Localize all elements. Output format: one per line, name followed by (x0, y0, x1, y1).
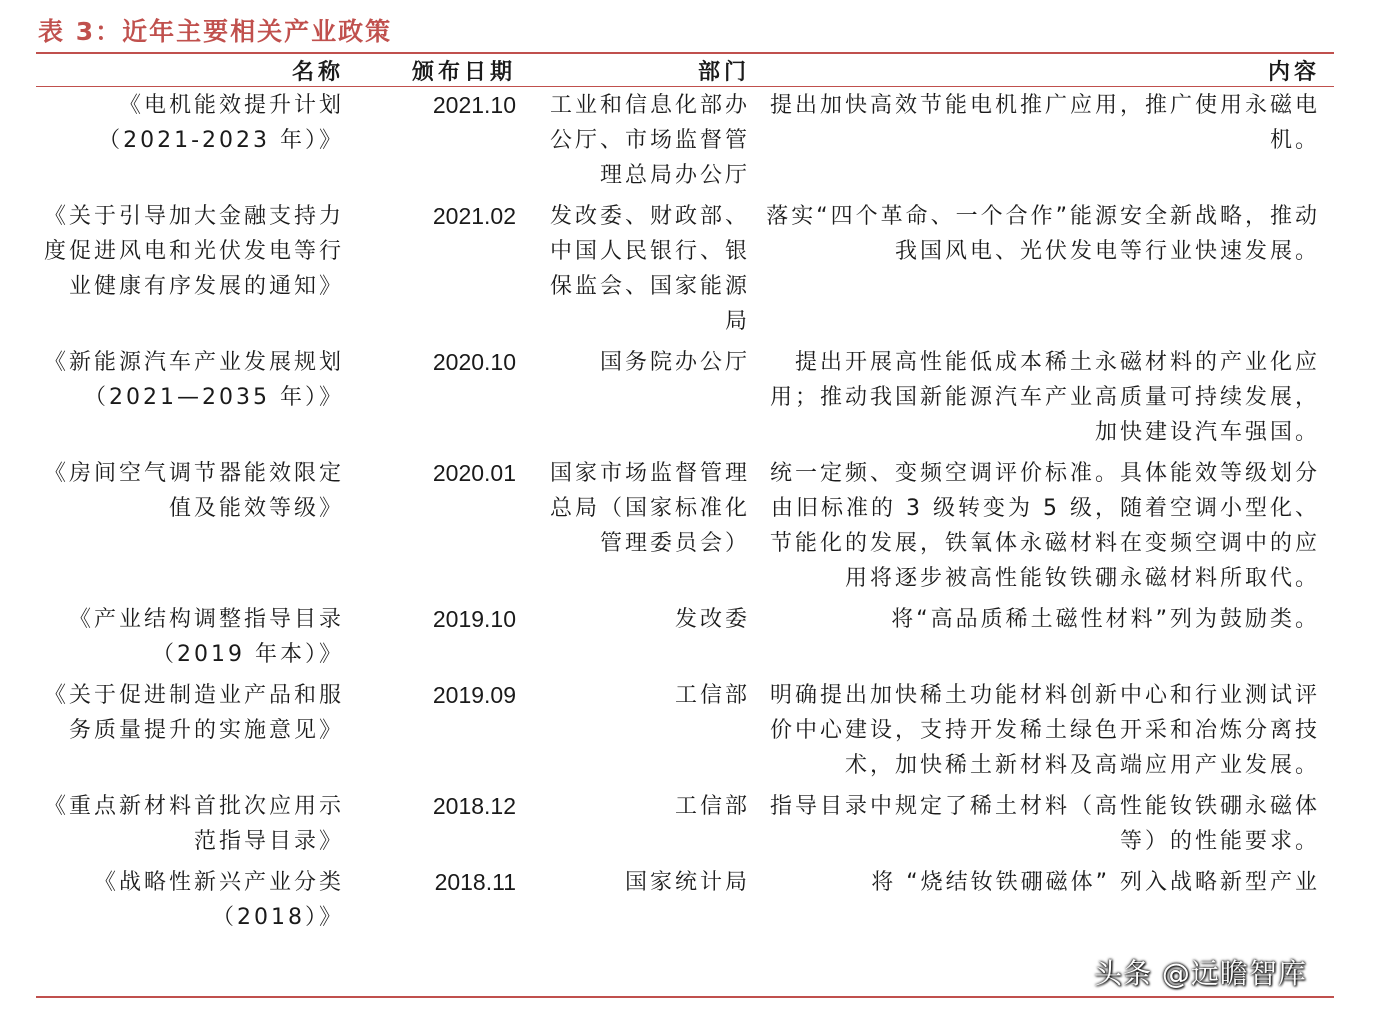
table-row (36, 787, 1334, 863)
header-content: 内容 (1267, 59, 1320, 85)
table-row (36, 343, 1334, 454)
policy-name: 《战略性新兴产业分类（2018）》 (93, 870, 344, 930)
policy-name: 《重点新材料首批次应用示范指导目录》 (43, 794, 344, 854)
policy-name: 《关于促进制造业产品和服务质量提升的实施意见》 (43, 683, 344, 743)
policy-department: 国家市场监督管理总局（国家标准化管理委员会） (549, 461, 750, 556)
table-row (36, 86, 1334, 197)
policy-date: 2019.09 (432, 682, 516, 708)
policy-department: 发改委、财政部、中国人民银行、银保监会、国家能源局 (549, 204, 750, 334)
policy-content: 落实“四个革命、一个合作”能源安全新战略，推动我国风电、光伏发电等行业快速发展。 (766, 204, 1320, 264)
table-row (36, 197, 1334, 343)
header-name: 名称 (291, 59, 344, 85)
policy-department: 工信部 (674, 683, 750, 708)
policy-name: 《电机能效提升计划（2021-2023 年）》 (98, 93, 344, 153)
policy-table (36, 54, 1334, 939)
policy-content: 将 “烧结钕铁硼磁体” 列入战略新型产业 (871, 870, 1320, 895)
policy-content: 指导目录中规定了稀土材料（高性能钕铁硼永磁体等）的性能要求。 (769, 794, 1320, 854)
policy-date: 2018.12 (432, 793, 516, 819)
policy-content: 统一定频、变频空调评价标准。具体能效等级划分由旧标准的 3 级转变为 5 级，随着空调小型化、节能化的发展，铁氧体永磁材料在变频空调中的应用将逐步被高性能钕铁硼永磁材料所取代。 (769, 461, 1320, 591)
policy-date: 2021.02 (432, 203, 516, 229)
table-header-row (36, 54, 1334, 86)
policy-department: 工信部 (674, 794, 750, 819)
policy-name: 《房间空气调节器能效限定值及能效等级》 (43, 461, 344, 521)
table-title: 表 3：近年主要相关产业政策 (38, 17, 393, 46)
policy-name: 《产业结构调整指导目录（2019 年本）》 (68, 607, 344, 667)
policy-name: 《关于引导加大金融支持力度促进风电和光伏发电等行业健康有序发展的通知》 (43, 204, 344, 299)
policy-department: 发改委 (674, 607, 750, 632)
table-row (36, 454, 1334, 600)
policy-department: 国务院办公厅 (599, 350, 750, 375)
policy-date: 2019.10 (432, 606, 516, 632)
policy-content: 将“高品质稀土磁性材料”列为鼓励类。 (891, 607, 1320, 632)
policy-name: 《新能源汽车产业发展规划（2021—2035 年）》 (43, 350, 344, 410)
table-row (36, 676, 1334, 787)
policy-date: 2020.01 (432, 460, 516, 486)
policy-department: 工业和信息化部办公厅、市场监督管理总局办公厅 (549, 93, 750, 188)
watermark-text: 头条 @远瞻智库 (1094, 957, 1307, 990)
table-row (36, 600, 1334, 676)
header-department: 部门 (697, 59, 750, 85)
policy-content: 明确提出加快稀土功能材料创新中心和行业测试评价中心建设，支持开发稀土绿色开采和冶炼分离技术，加快稀土新材料及高端应用产业发展。 (769, 683, 1320, 778)
policy-date: 2021.10 (432, 92, 516, 118)
policy-content: 提出加快高效节能电机推广应用，推广使用永磁电机。 (769, 93, 1320, 153)
table-bottom-rule (36, 996, 1334, 998)
header-date: 颁布日期 (411, 59, 516, 85)
policy-content: 提出开展高性能低成本稀土永磁材料的产业化应用；推动我国新能源汽车产业高质量可持续发展，加快建设汽车强国。 (769, 350, 1320, 445)
policy-department: 国家统计局 (624, 870, 750, 895)
policy-date: 2018.11 (434, 869, 516, 895)
policy-date: 2020.10 (432, 349, 516, 375)
table-row (36, 863, 1334, 939)
